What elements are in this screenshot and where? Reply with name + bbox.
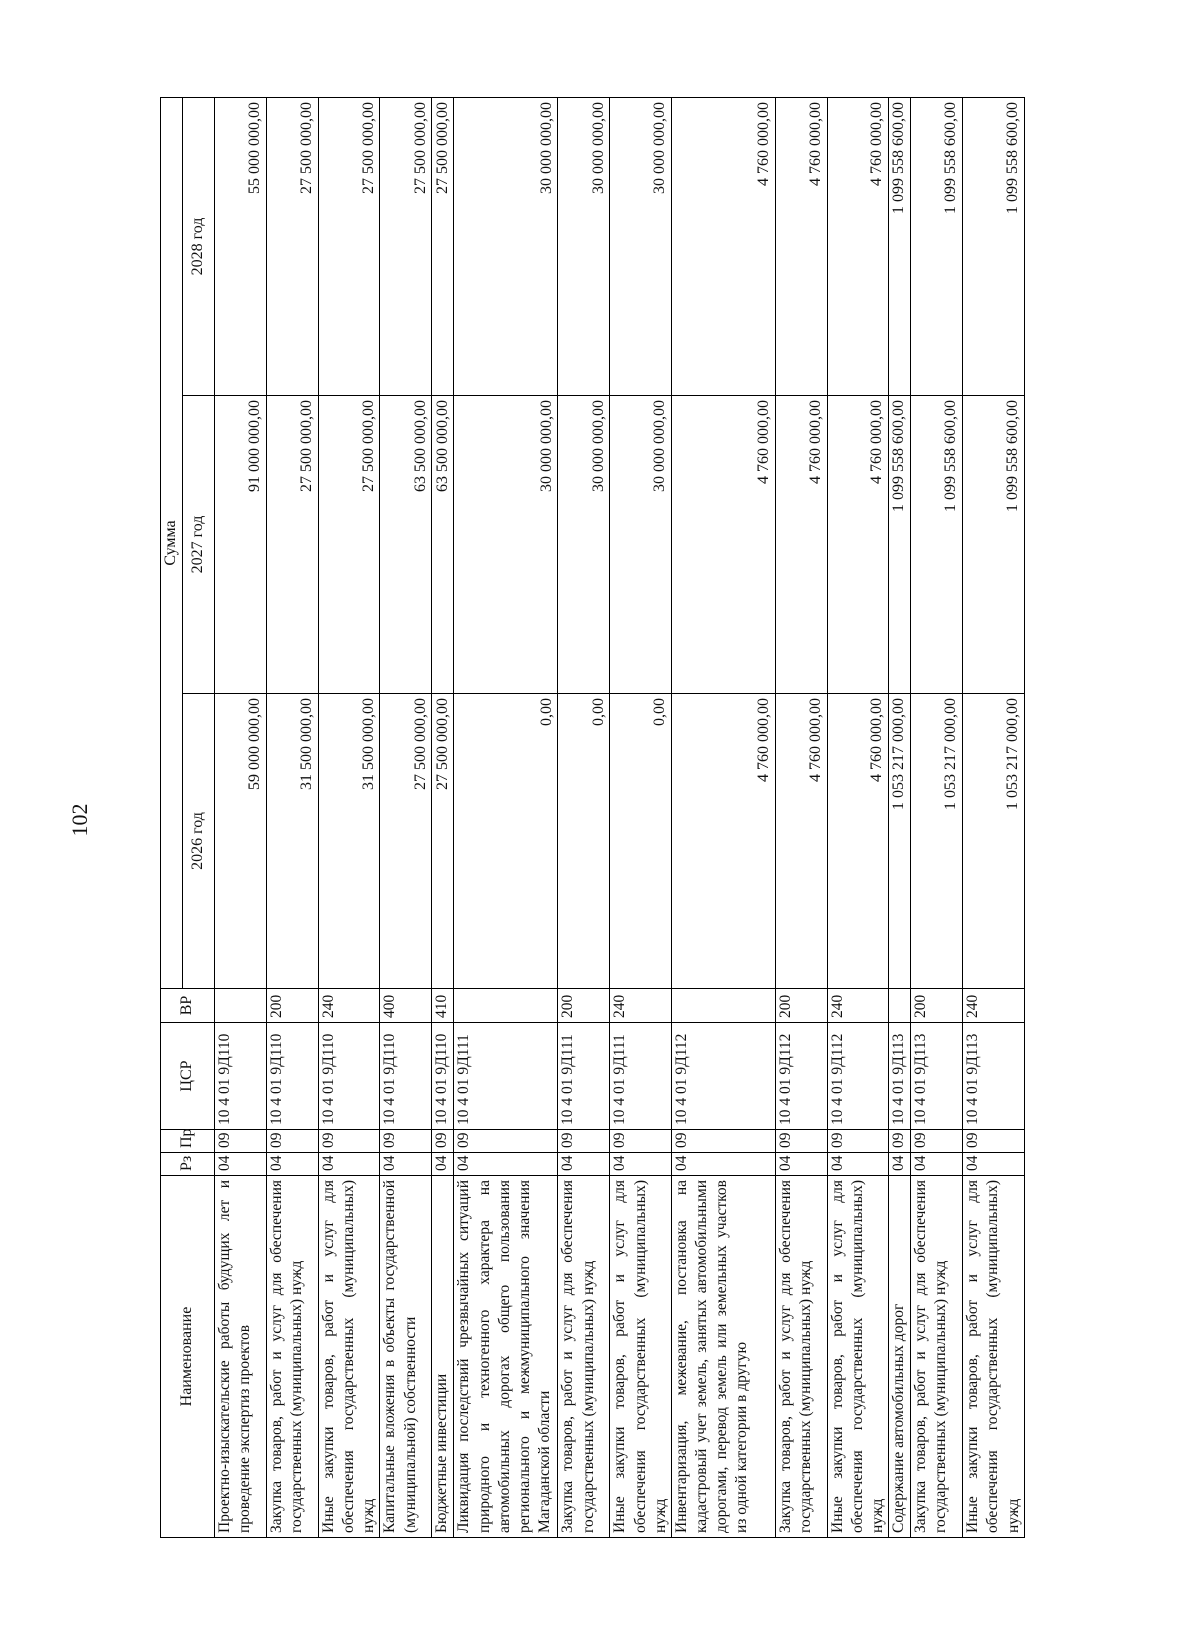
row-amount-2026: 0,00 [558,694,610,989]
row-csr: 10 4 01 9Д111 [454,1023,558,1130]
table-row [319,97,380,1537]
row-rz: 04 [911,1153,963,1176]
row-amount-2028: 4 760 000,00 [775,97,827,395]
row-csr: 10 4 01 9Д111 [558,1023,610,1130]
row-amount-2026: 1 053 217 000,00 [911,694,963,989]
row-name: Иные закупки товаров, работ и услуг для обеспечения государственных (муниципальных) нужд [827,1176,888,1538]
row-vr: 410 [432,989,454,1023]
row-name: Закупка товаров, работ и услуг для обеспечения государственных (муниципальных) нужд [911,1176,963,1538]
header-pr: Пр [161,1130,215,1153]
table-row [432,97,454,1537]
row-amount-2027: 1 099 558 600,00 [911,396,963,694]
row-csr: 10 4 01 9Д110 [380,1023,432,1130]
header-csr: ЦСР [161,1023,215,1130]
table-row [671,97,775,1537]
row-amount-2026: 27 500 000,00 [380,694,432,989]
row-pr: 09 [827,1130,888,1153]
row-csr: 10 4 01 9Д113 [889,1023,911,1130]
header-year-2028: 2028 год [183,97,215,395]
row-pr: 09 [215,1130,267,1153]
page-number: 102 [67,803,92,837]
table-row [380,97,432,1537]
row-amount-2028: 27 500 000,00 [319,97,380,395]
row-vr [454,989,558,1023]
row-amount-2027: 27 500 000,00 [267,396,319,694]
table-row [454,97,558,1537]
row-csr: 10 4 01 9Д111 [610,1023,671,1130]
row-amount-2028: 4 760 000,00 [827,97,888,395]
row-amount-2027: 4 760 000,00 [775,396,827,694]
row-rz: 04 [889,1153,911,1176]
row-name: Инвентаризация, межевание, постановка на кадастровый учет земель, занятых автомобильными дорогами, перевод земель или земельных участков из одной категории в другую [671,1176,775,1538]
row-amount-2026: 0,00 [454,694,558,989]
row-amount-2027: 63 500 000,00 [380,396,432,694]
row-name: Иные закупки товаров, работ и услуг для обеспечения государственных (муниципальных) нужд [319,1176,380,1538]
row-amount-2028: 30 000 000,00 [454,97,558,395]
row-rz: 04 [558,1153,610,1176]
row-amount-2028: 30 000 000,00 [610,97,671,395]
row-vr: 240 [963,989,1024,1023]
row-amount-2027: 27 500 000,00 [319,396,380,694]
row-amount-2028: 55 000 000,00 [215,97,267,395]
row-vr: 200 [558,989,610,1023]
row-name: Бюджетные инвестиции [432,1176,454,1538]
row-vr [671,989,775,1023]
table-row [610,97,671,1537]
row-name: Капитальные вложения в объекты государственной (муниципальной) собственности [380,1176,432,1538]
row-amount-2026: 31 500 000,00 [319,694,380,989]
row-amount-2026: 4 760 000,00 [827,694,888,989]
row-vr [889,989,911,1023]
row-pr: 09 [267,1130,319,1153]
row-csr: 10 4 01 9Д110 [215,1023,267,1130]
row-amount-2026: 4 760 000,00 [775,694,827,989]
rotated-table-container [160,98,1022,1538]
row-amount-2028: 4 760 000,00 [671,97,775,395]
row-pr: 09 [963,1130,1024,1153]
table-row [963,97,1024,1537]
row-name: Проектно-изыскательские работы будущих лет и проведение экспертиз проектов [215,1176,267,1538]
row-pr: 09 [671,1130,775,1153]
header-vr: ВР [161,989,215,1023]
row-amount-2028: 27 500 000,00 [267,97,319,395]
table-row [827,97,888,1537]
row-pr: 09 [454,1130,558,1153]
row-rz: 04 [963,1153,1024,1176]
row-name: Иные закупки товаров, работ и услуг для обеспечения государственных (муниципальных) нужд [610,1176,671,1538]
table-row [267,97,319,1537]
row-csr: 10 4 01 9Д110 [432,1023,454,1130]
row-amount-2028: 1 099 558 600,00 [889,97,911,395]
row-name: Ликвидация последствий чрезвычайных ситуаций природного и техногенного характера на автомобильных дорогах общего пользования регионального и межмуниципального значения Магаданской области [454,1176,558,1538]
row-vr [215,989,267,1023]
row-amount-2027: 1 099 558 600,00 [889,396,911,694]
row-pr: 09 [432,1130,454,1153]
row-rz: 04 [267,1153,319,1176]
row-rz: 04 [610,1153,671,1176]
row-vr: 400 [380,989,432,1023]
row-pr: 09 [889,1130,911,1153]
row-amount-2027: 4 760 000,00 [671,396,775,694]
row-pr: 09 [911,1130,963,1153]
row-csr: 10 4 01 9Д110 [267,1023,319,1130]
row-rz: 04 [319,1153,380,1176]
header-sum: Сумма [161,97,183,988]
table-row [911,97,963,1537]
row-name: Содержание автомобильных дорог [889,1176,911,1538]
row-amount-2026: 59 000 000,00 [215,694,267,989]
table-body [215,97,1025,1537]
row-csr: 10 4 01 9Д113 [963,1023,1024,1130]
row-pr: 09 [319,1130,380,1153]
row-pr: 09 [775,1130,827,1153]
header-rz: Рз [161,1153,215,1176]
row-amount-2027: 30 000 000,00 [454,396,558,694]
row-name: Закупка товаров, работ и услуг для обеспечения государственных (муниципальных) нужд [267,1176,319,1538]
row-amount-2026: 1 053 217 000,00 [963,694,1024,989]
row-vr: 200 [775,989,827,1023]
row-amount-2028: 1 099 558 600,00 [963,97,1024,395]
row-amount-2026: 31 500 000,00 [267,694,319,989]
row-amount-2028: 27 500 000,00 [380,97,432,395]
table-row [558,97,610,1537]
row-amount-2028: 1 099 558 600,00 [911,97,963,395]
row-amount-2026: 1 053 217 000,00 [889,694,911,989]
row-amount-2027: 1 099 558 600,00 [963,396,1024,694]
budget-table [160,97,1025,1538]
row-amount-2026: 4 760 000,00 [671,694,775,989]
row-csr: 10 4 01 9Д112 [827,1023,888,1130]
row-csr: 10 4 01 9Д112 [671,1023,775,1130]
row-name: Закупка товаров, работ и услуг для обеспечения государственных (муниципальных) нужд [558,1176,610,1538]
row-vr: 240 [319,989,380,1023]
row-rz: 04 [432,1153,454,1176]
row-name: Закупка товаров, работ и услуг для обеспечения государственных (муниципальных) нужд [775,1176,827,1538]
row-amount-2026: 0,00 [610,694,671,989]
table-row [775,97,827,1537]
row-pr: 09 [558,1130,610,1153]
row-vr: 200 [267,989,319,1023]
row-rz: 04 [671,1153,775,1176]
row-pr: 09 [380,1130,432,1153]
header-year-2026: 2026 год [183,694,215,989]
row-name: Иные закупки товаров, работ и услуг для обеспечения государственных (муниципальных) нужд [963,1176,1024,1538]
row-csr: 10 4 01 9Д113 [911,1023,963,1130]
row-rz: 04 [215,1153,267,1176]
row-vr: 240 [610,989,671,1023]
row-amount-2027: 30 000 000,00 [610,396,671,694]
row-amount-2027: 63 500 000,00 [432,396,454,694]
row-rz: 04 [827,1153,888,1176]
row-amount-2027: 4 760 000,00 [827,396,888,694]
row-csr: 10 4 01 9Д110 [319,1023,380,1130]
row-csr: 10 4 01 9Д112 [775,1023,827,1130]
row-amount-2027: 30 000 000,00 [558,396,610,694]
row-pr: 09 [610,1130,671,1153]
row-amount-2027: 91 000 000,00 [215,396,267,694]
table-row [889,97,911,1537]
row-rz: 04 [775,1153,827,1176]
header-row-1 [161,97,183,1537]
row-rz: 04 [380,1153,432,1176]
row-amount-2028: 27 500 000,00 [432,97,454,395]
row-vr: 200 [911,989,963,1023]
header-name: Наименование [161,1176,215,1538]
row-amount-2028: 30 000 000,00 [558,97,610,395]
header-year-2027: 2027 год [183,396,215,694]
row-amount-2026: 27 500 000,00 [432,694,454,989]
row-vr: 240 [827,989,888,1023]
row-rz: 04 [454,1153,558,1176]
table-row [215,97,267,1537]
